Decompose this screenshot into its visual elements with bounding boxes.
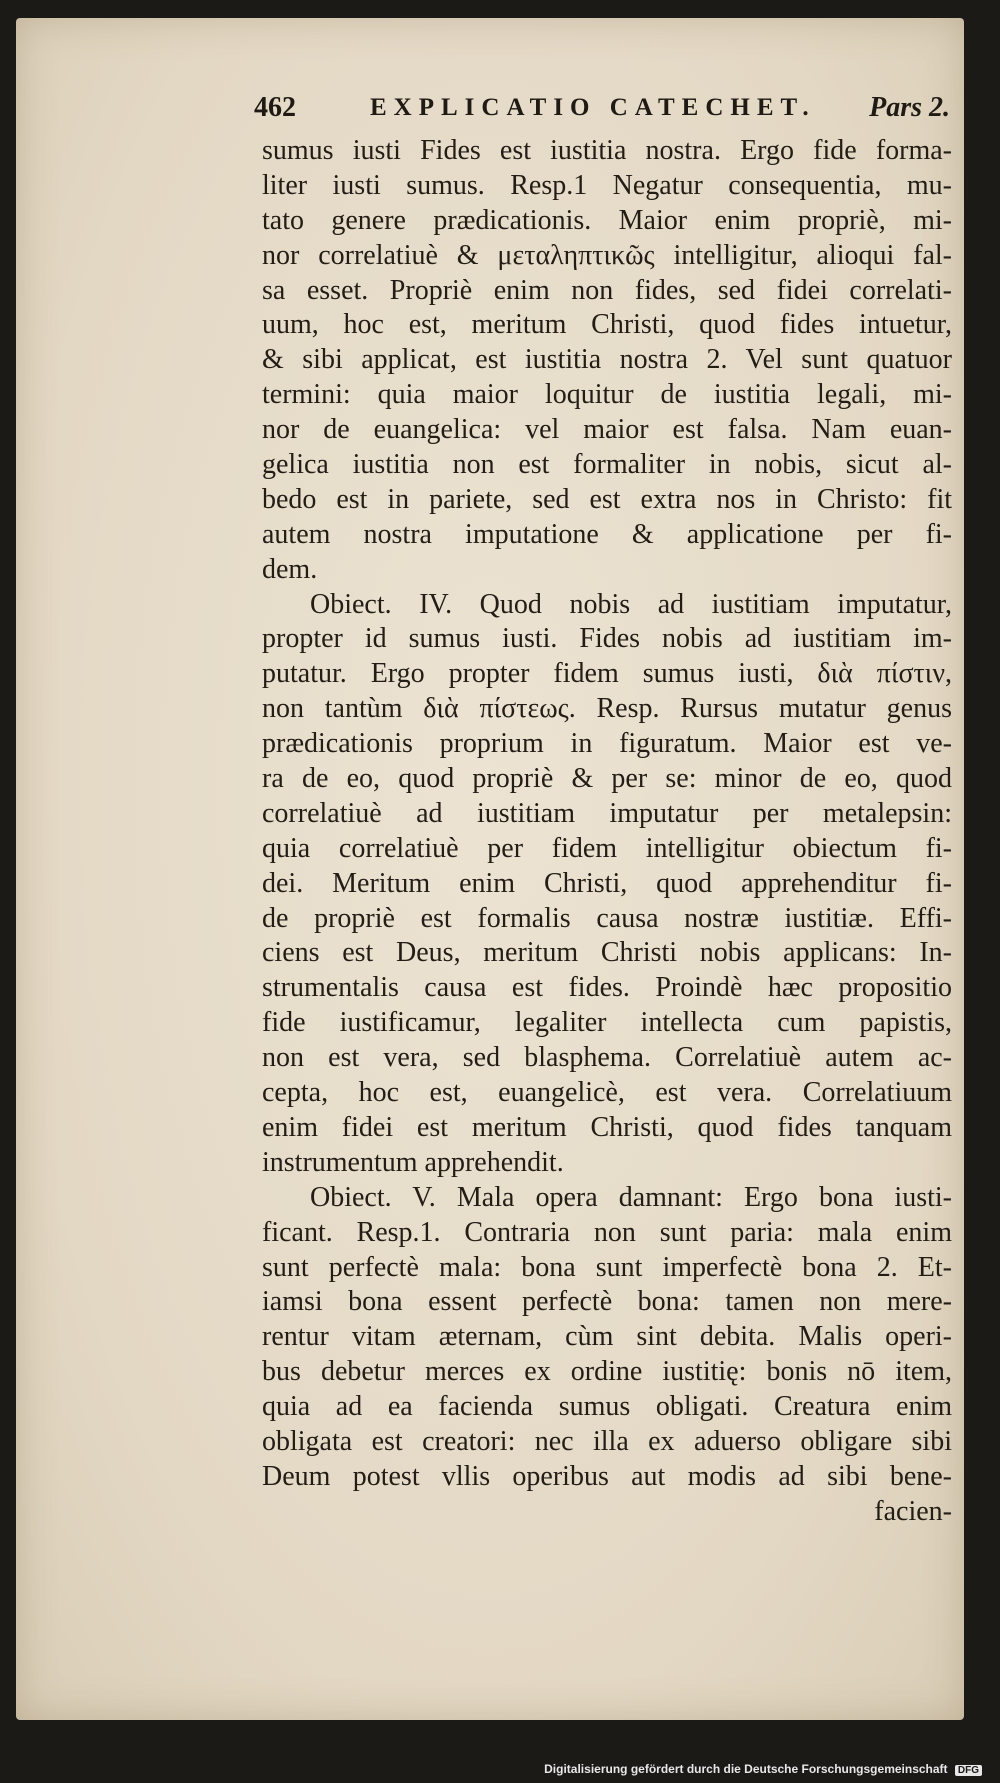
body-text: [262, 134, 952, 1530]
running-header: [254, 88, 954, 128]
text-line: instrumentum apprehendit.: [262, 1146, 564, 1178]
text-line: quia ad ea facienda sumus obligati. Creatura enim: [262, 1391, 952, 1423]
text-line: nor de euangelica: vel maior est falsa. Nam euan-: [262, 414, 952, 446]
text-line: rentur vitam æternam, cùm sint debita. Malis operi-: [262, 1321, 952, 1353]
text-line: Deum potest vllis operibus aut modis ad sibi bene-: [262, 1460, 952, 1492]
text-line: uum, hoc est, meritum Christi, quod fides intuetur,: [262, 309, 952, 341]
text-line: fide iustificamur, legaliter intellecta cum papistis,: [262, 1007, 952, 1039]
text-line: ficant. Resp.1. Contraria non sunt paria: mala enim: [262, 1216, 952, 1248]
text-line: putatur. Ergo propter fidem sumus iusti, διὰ πίστιν,: [262, 658, 952, 690]
text-line: obligata est creatori: nec illa ex aduerso obligare sibi: [262, 1425, 952, 1457]
text-line: prædicationis proprium in figuratum. Maior est ve-: [262, 728, 952, 760]
part-label: Pars 2.: [869, 92, 950, 123]
text-line: gelica iustitia non est formaliter in nobis, sicut al-: [262, 449, 952, 481]
text-line: liter iusti sumus. Resp.1 Negatur consequentia, mu-: [262, 169, 952, 201]
text-line: dem.: [262, 553, 318, 585]
text-line: iamsi bona essent perfectè bona: tamen non mere-: [262, 1286, 952, 1318]
text-line: bedo est in pariete, sed est extra nos in Christo: fit: [262, 483, 952, 515]
text-line: ra de eo, quod propriè & per se: minor de eo, quod: [262, 763, 952, 795]
text-line: quia correlatiuè per fidem intelligitur obiectum fi-: [262, 832, 952, 864]
text-line: ciens est Deus, meritum Christi nobis applicans: In-: [262, 937, 952, 969]
text-line: propter id sumus iusti. Fides nobis ad iustitiam im-: [262, 623, 952, 655]
text-line: sumus iusti Fides est iustitia nostra. Ergo fide forma-: [262, 135, 952, 166]
text-line: correlatiuè ad iustitiam imputatur per metalepsin:: [262, 797, 952, 829]
page-number: 462: [254, 92, 296, 123]
text-line: & sibi applicat, est iustitia nostra 2. Vel sunt quatuor: [262, 344, 952, 376]
text-line: sunt perfectè mala: bona sunt imperfectè bona 2. Et-: [262, 1251, 952, 1283]
text-line: non est vera, sed blasphema. Correlatiuè autem ac-: [262, 1042, 952, 1074]
text-line: enim fidei est meritum Christi, quod fides tanquam: [262, 1111, 952, 1143]
running-title: EXPLICATIO CATECHET.: [370, 94, 816, 121]
text-line: nor correlatiuè & μεταληπτικῶς intelligitur, alioqui fal-: [262, 239, 952, 271]
text-line: non tantùm διὰ πίστεως. Resp. Rursus mutatur genus: [262, 693, 952, 725]
text-line: sa esset. Propriè enim non fides, sed fidei correlati-: [262, 274, 952, 306]
text-line: strumentalis causa est fides. Proindè hæc propositio: [262, 972, 952, 1004]
text-line: bus debetur merces ex ordine iustitię: bonis nō item,: [262, 1356, 952, 1388]
text-line: dei. Meritum enim Christi, quod apprehenditur fi-: [262, 867, 952, 899]
text-line: cepta, hoc est, euangelicè, est vera. Correlatiuum: [262, 1077, 952, 1109]
footer-credit: [544, 1762, 982, 1776]
text-line: termini: quia maior loquitur de iustitia legali, mi-: [262, 379, 952, 411]
text-line: de propriè est formalis causa nostræ iustitiæ. Effi-: [262, 902, 952, 934]
dfg-logo: DFG: [955, 1765, 982, 1776]
text-line: facien-: [874, 1495, 952, 1527]
text-line: autem nostra imputatione & applicatione per fi-: [262, 518, 952, 550]
footer-credit-text: Digitalisierung gefördert durch die Deutsche Forschungsgemeinschaft: [544, 1762, 948, 1776]
text-line: tato genere prædicationis. Maior enim propriè, mi-: [262, 204, 952, 236]
text-line: Obiect. V. Mala opera damnant: Ergo bona iusti-: [310, 1181, 952, 1213]
text-line: Obiect. IV. Quod nobis ad iustitiam imputatur,: [310, 588, 952, 620]
